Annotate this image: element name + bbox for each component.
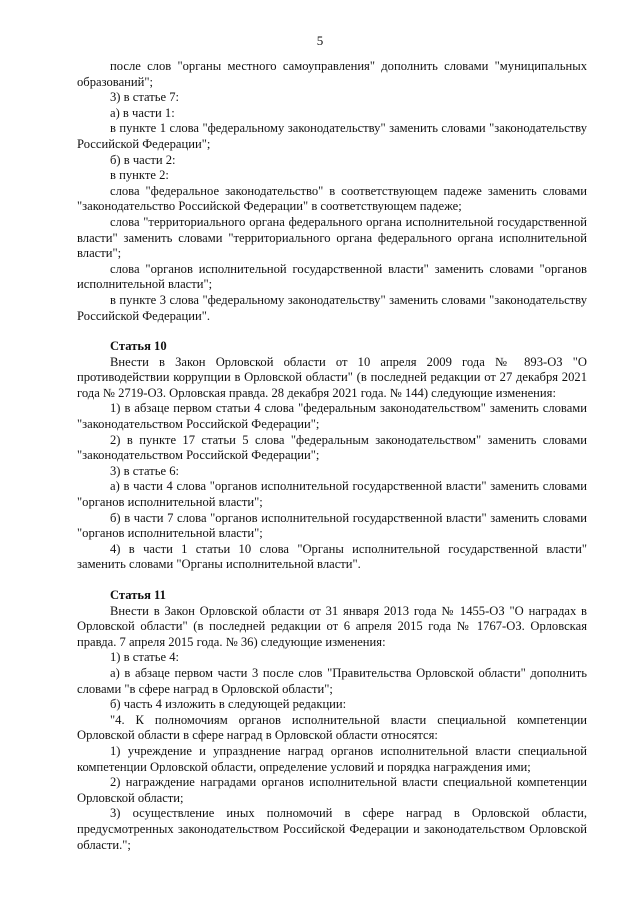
paragraph: "4. К полномочиям органов исполнительной власти специальной компетенции Орловской области в сфере наград в Орловской области относятся: bbox=[77, 712, 587, 743]
paragraph: Внести в Закон Орловской области от 31 января 2013 года № 1455-ОЗ "О наградах в Орловской области" (в последней редакции от 6 апреля 2015 года № 1767-ОЗ. Орловская правда. 7 апреля 2015 года. № 36) следующие изменения: bbox=[77, 603, 587, 649]
article-11-title: Статья 11 bbox=[110, 588, 166, 602]
page-number: 5 bbox=[316, 33, 324, 48]
document-body bbox=[77, 59, 587, 853]
paragraph: б) в части 7 слова "органов исполнительной государственной власти" заменить словами "органов исполнительной власти"; bbox=[77, 510, 587, 541]
paragraph: а) в абзаце первом части 3 после слов "Правительства Орловской области" дополнить словами "в сфере наград в Орловской области"; bbox=[77, 665, 587, 696]
paragraph: слова "федеральное законодательство" в соответствующем падеже заменить словами "законодательство Российской Федерации" в соответствующем падеже; bbox=[77, 183, 587, 214]
paragraph: 2) в пункте 17 статьи 5 слова "федеральным законодательством" заменить словами "законодательством Российской Федерации"; bbox=[77, 432, 587, 463]
paragraph: Внести в Закон Орловской области от 10 апреля 2009 года № 893-ОЗ "О противодействии коррупции в Орловской области" (в последней редакции от 27 декабря 2021 года № 2719-ОЗ. Орловская правда. 28 декабря 2021 года. № 144) следующие изменения: bbox=[77, 354, 587, 400]
paragraph: 4) в части 1 статьи 10 слова "Органы исполнительной государственной власти" заменить словами "Органы исполнительной власти". bbox=[77, 541, 587, 572]
paragraph: 3) в статье 6: bbox=[110, 463, 180, 478]
paragraph: в пункте 1 слова "федеральному законодательству" заменить словами "законодательству Российской Федерации"; bbox=[77, 121, 587, 151]
paragraph: 2) награждение наградами органов исполнительной власти специальной компетенции Орловской области; bbox=[77, 775, 587, 805]
paragraph: слова "органов исполнительной государственной власти" заменить словами "органов исполнительной власти"; bbox=[77, 261, 587, 292]
paragraph: 1) учреждение и упразднение наград органов исполнительной власти специальной компетенции Орловской области, определение условий и порядка награждения ими; bbox=[77, 743, 587, 774]
paragraph: 1) в абзаце первом статьи 4 слова "федеральным законодательством" заменить словами "законодательством Российской Федерации"; bbox=[77, 401, 587, 432]
paragraph: а) в части 1: bbox=[110, 105, 175, 120]
paragraph: 3) осуществление иных полномочий в сфере наград в Орловской области, предусмотренных законодательством Российской Федерации и законодательством Орловской области."; bbox=[77, 806, 587, 852]
paragraph: б) в части 2: bbox=[110, 152, 176, 167]
paragraph: 3) в статье 7: bbox=[110, 90, 180, 105]
paragraph: слова "территориального органа федерального органа исполнительной государственной власти" заменить словами "территориального органа федерального органа исполнительной власти"; bbox=[77, 214, 587, 261]
paragraph: а) в части 4 слова "органов исполнительной государственной власти" заменить словами "органов исполнительной власти"; bbox=[77, 479, 587, 510]
paragraph: после слов "органы местного самоуправления" дополнить словами "муниципальных образований"; bbox=[77, 59, 587, 89]
paragraph: б) часть 4 изложить в следующей редакции: bbox=[110, 697, 347, 712]
paragraph: в пункте 2: bbox=[110, 168, 169, 183]
article-10-title: Статья 10 bbox=[110, 339, 167, 354]
paragraph: 1) в статье 4: bbox=[110, 650, 180, 665]
paragraph: в пункте 3 слова "федеральному законодательству" заменить словами "законодательству Российской Федерации". bbox=[77, 292, 587, 323]
